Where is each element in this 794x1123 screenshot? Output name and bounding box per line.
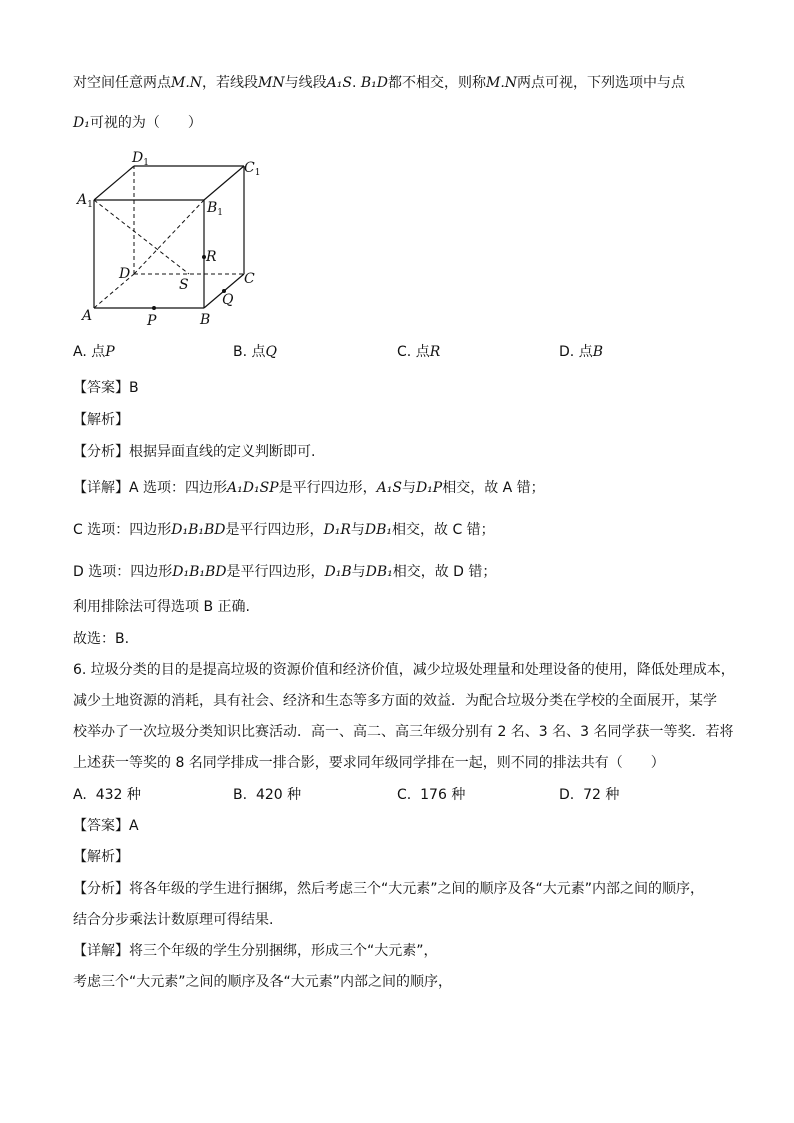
q5-options xyxy=(73,342,733,362)
q6-stem-line2: 减少土地资源的消耗，具有社会、经济和生态等多方面的效益．为配合垃圾分类在学校的全面展开，某学 xyxy=(73,693,717,709)
q6-option-c[interactable]: C. 176 种 xyxy=(397,787,466,803)
q5-option-a[interactable]: A. 点P xyxy=(73,344,115,360)
label-d: D xyxy=(119,266,131,282)
q5-detail-d: D 选项：四边形D₁B₁BD是平行四边形，D₁B与DB₁相交，故 D 错； xyxy=(73,564,497,580)
cube-figure xyxy=(74,150,274,334)
cube-diagram xyxy=(74,150,274,330)
q5-fenxi: 【分析】根据异面直线的定义判断即可. xyxy=(73,444,316,460)
point-pair-mn: M.N xyxy=(171,75,203,91)
label-d1: $D_1$ xyxy=(132,150,149,168)
q5-stem-mid3: 都不相交，则称 xyxy=(388,75,486,91)
label-b1: $B_1$ xyxy=(207,200,224,218)
q6-stem-line1: 6. 垃圾分类的目的是提高垃圾的资源价值和经济价值，减少垃圾处理量和处理设备的使用，降低处理成本， xyxy=(73,662,735,678)
point-p-dot xyxy=(152,306,156,310)
q5-exclusion: 利用排除法可得选项 B 正确. xyxy=(73,599,250,615)
q6-option-a[interactable]: A. 432 种 xyxy=(73,787,141,803)
q5-answer: 【答案】B xyxy=(73,380,139,396)
point-d1: D₁ xyxy=(73,115,90,131)
q5-stem-mid2: 与线段 xyxy=(284,75,327,91)
q5-detail-a: 【详解】A 选项：四边形A₁D₁SP是平行四边形，A₁S与D₁P相交，故 A 错； xyxy=(73,480,545,496)
q5-option-b[interactable]: B. 点Q xyxy=(233,344,277,360)
q5-option-c[interactable]: C. 点R xyxy=(397,344,441,360)
segment-b1d: B₁D xyxy=(360,75,388,91)
q5-detail-c: C 选项：四边形D₁B₁BD是平行四边形，D₁R与DB₁相交，故 C 错； xyxy=(73,522,495,538)
point-pair-mn-2: M.N xyxy=(486,75,518,91)
q5-option-d[interactable]: D. 点B xyxy=(559,344,603,360)
segment-db1-dashed xyxy=(134,200,204,274)
q5-stem-mid1: ，若线段 xyxy=(202,75,259,91)
label-r: R xyxy=(206,249,217,265)
q6-answer: 【答案】A xyxy=(73,818,139,834)
q5-choose: 故选：B. xyxy=(73,631,130,647)
q5-stem-prefix: 对空间任意两点 xyxy=(73,75,171,91)
q6-detail-line1: 【详解】将三个年级的学生分别捆绑，形成三个“大元素”， xyxy=(73,943,438,959)
q6-stem-line3: 校举办了一次垃圾分类知识比赛活动．高一、高二、高三年级分别有 2 名、3 名、3 名同学获一等奖．若将 xyxy=(73,724,734,740)
label-p: P xyxy=(147,313,157,329)
label-a1: $A_1$ xyxy=(77,192,93,210)
segment-a1s-dashed xyxy=(94,200,189,274)
q5-stem-line2 xyxy=(73,113,202,133)
q6-stem-line4: 上述获一等奖的 8 名同学排成一排合影，要求同年级同学排在一起，则不同的排法共有（ ） xyxy=(73,755,665,771)
q5-stem-suffix: 两点可视，下列选项中与点 xyxy=(517,75,686,91)
q6-analysis-title: 【解析】 xyxy=(73,849,129,865)
label-c1: $C_1$ xyxy=(244,160,261,178)
q6-fenxi-line2: 结合分步乘法计数原理可得结果. xyxy=(73,912,274,928)
q5-stem-line1: 对空间任意两点M.N，若线段MN与线段A₁S. B₁D都不相交，则称M.N两点可视，下列选项中与点 xyxy=(73,75,686,91)
q6-fenxi-line1: 【分析】将各年级的学生进行捆绑，然后考虑三个“大元素”之间的顺序及各“大元素”内部之间的顺序， xyxy=(73,881,705,897)
edge-b1c1 xyxy=(204,166,244,200)
label-b: B xyxy=(200,312,211,328)
q6-option-d[interactable]: D. 72 种 xyxy=(559,787,620,803)
label-q: Q xyxy=(222,292,234,308)
q6-detail-line2: 考虑三个“大元素”之间的顺序及各“大元素”内部之间的顺序， xyxy=(73,974,453,990)
label-c: C xyxy=(244,271,255,287)
q6-option-b[interactable]: B. 420 种 xyxy=(233,787,302,803)
q5-analysis-title: 【解析】 xyxy=(73,412,129,428)
edge-a1d1 xyxy=(94,166,134,200)
label-a: A xyxy=(82,308,93,324)
label-s: S xyxy=(179,277,189,293)
segment-mn: MN xyxy=(258,75,285,91)
q6-options xyxy=(73,785,733,805)
segment-a1s: A₁S xyxy=(326,75,352,91)
q5-stem-line2-suffix: 可视的为（ ） xyxy=(89,115,202,131)
